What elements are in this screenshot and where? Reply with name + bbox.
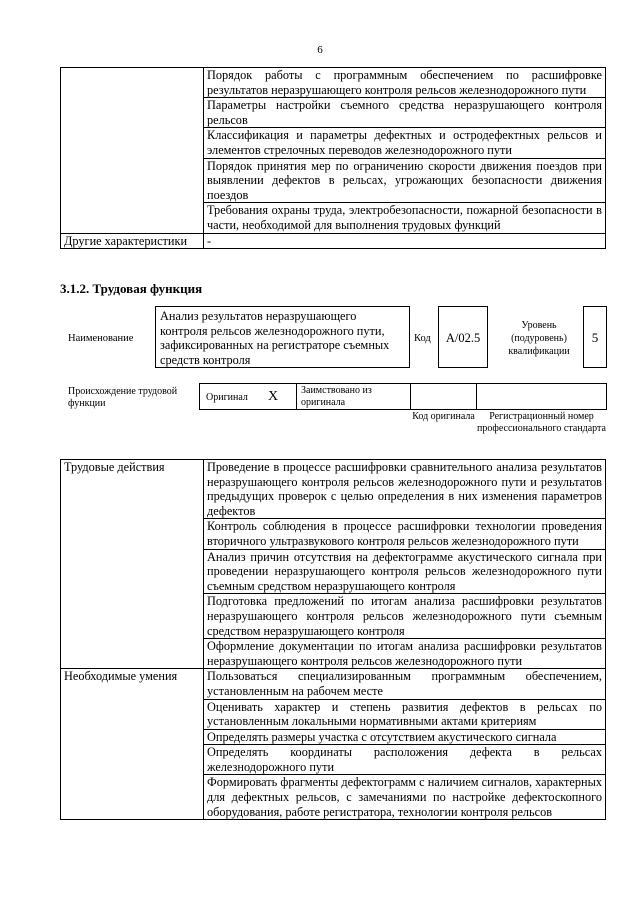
knowledge-item: Классификация и параметры дефектных и остродефектных рельсов и элементов стрелочных переводов железнодорожного пути — [204, 128, 606, 158]
origin-label: Происхождение трудовой функции — [68, 386, 178, 409]
page-number: 6 — [317, 44, 323, 56]
other-characteristics-label: Другие характеристики — [61, 233, 204, 249]
table-row — [61, 460, 606, 519]
table-row — [61, 68, 606, 98]
skills-label: Необходимые умения — [61, 669, 204, 820]
required-knowledge-cell — [61, 68, 204, 234]
labor-action-item: Анализ причин отсутствия на дефектограмме акустического сигнала при проведении неразрушающего контроля рельсов железнодорожного пути съемным средством неразрушающего контроля — [204, 549, 606, 594]
table-row — [61, 669, 606, 699]
name-label: Наименование — [68, 333, 134, 344]
code-label: Код — [414, 333, 431, 344]
other-characteristics-value: - — [204, 233, 606, 249]
code-value-box: A/02.5 — [438, 306, 488, 368]
labor-action-item: Контроль соблюдения в процессе расшифровки технологии проведения вторичного ультразвукового контроля рельсов железнодорожного пути — [204, 519, 606, 549]
skill-item: Пользоваться специализированным программным обеспечением, установленным на рабочем месте — [204, 669, 606, 699]
knowledge-item: Порядок принятия мер по ограничению скорости движения поездов при выявлении дефектов в рельсах, угрожающих безопасности движения поездов — [204, 158, 606, 203]
registration-number-caption: Регистрационный номер профессионального стандарта — [477, 411, 606, 434]
original-mark: X — [268, 389, 279, 404]
labor-action-item: Проведение в процессе расшифровки сравнительного анализа результатов неразрушающего контроля рельсов железнодорожного пути и результатов предыдущих проверок с целью определения в них изменения параметров дефектов — [204, 460, 606, 519]
labor-actions-label: Трудовые действия — [61, 460, 204, 669]
labor-action-item: Подготовка предложений по итогам анализа расшифровки результатов неразрушающего контроля рельсов железнодорожного пути съемным средством неразрушающего контроля — [204, 594, 606, 639]
section-title: 3.1.2. Трудовая функция — [60, 281, 203, 296]
borrowed-box: Заимствовано из оригинала — [296, 383, 411, 410]
level-label: Уровень (подуровень) квалификации — [508, 320, 570, 357]
skill-item: Определять размеры участка с отсутствием акустического сигнала — [204, 729, 606, 745]
knowledge-item: Параметры настройки съемного средства неразрушающего контроля рельсов — [204, 98, 606, 128]
knowledge-item: Порядок работы с программным обеспечением по расшифровке результатов неразрушающего контроля рельсов железнодорожного пути — [204, 68, 606, 98]
table-row — [61, 233, 606, 249]
labor-action-item: Оформление документации по итогам анализа расшифровки результатов неразрушающего контроля рельсов железнодорожного пути — [204, 639, 606, 669]
function-name-box: Анализ результатов неразрушающего контроля рельсов железнодорожного пути, зафиксированных на регистраторе съемных средств контроля — [155, 306, 410, 368]
knowledge-table — [60, 67, 606, 249]
knowledge-item: Требования охраны труда, электробезопасности, пожарной безопасности в части, необходимой для выполнения трудовых функций — [204, 203, 606, 233]
original-box — [199, 383, 297, 410]
registration-number-box — [476, 383, 607, 410]
original-code-caption: Код оригинала — [412, 411, 475, 422]
skill-item: Формировать фрагменты дефектограмм с наличием сигналов, характерных для дефектных рельсов, с замечаниями по настройке дефектоскопного оборудования, работе регистратора, технологии контроля рельсов — [204, 775, 606, 820]
original-code-box — [410, 383, 477, 410]
skill-item: Оценивать характер и степень развития дефектов в рельсах по установленным локальными нормативными актами критериям — [204, 699, 606, 729]
actions-table — [60, 459, 606, 820]
level-value-box: 5 — [583, 306, 607, 368]
skill-item: Определять координаты расположения дефекта в рельсах железнодорожного пути — [204, 745, 606, 775]
original-label: Оригинал — [206, 392, 248, 403]
